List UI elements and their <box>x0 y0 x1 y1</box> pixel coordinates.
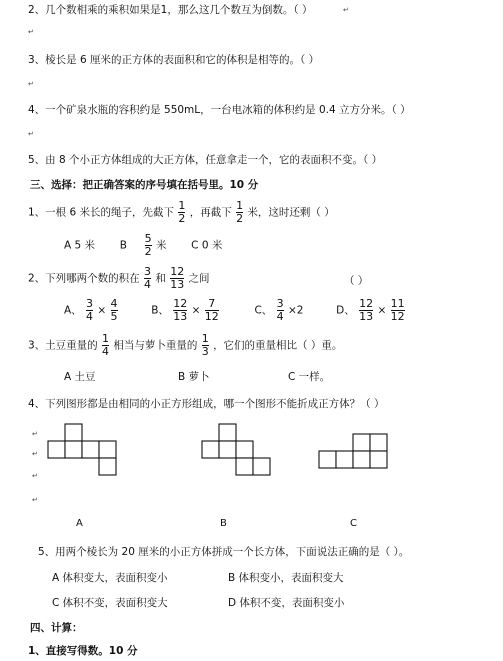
times-sign: × <box>191 304 201 317</box>
fraction: $\frac{7}{12}$ <box>204 297 219 323</box>
fraction: $\frac{11}{12}$ <box>390 297 405 323</box>
choice-q2-text-a: 2、下列哪两个数的积在 <box>28 272 140 285</box>
fraction: $\frac{3}{4}$ <box>86 297 94 323</box>
cube-net-a <box>45 423 165 493</box>
section-4-title: 四、计算： <box>30 622 83 634</box>
paragraph-mark: ↵ <box>32 472 38 480</box>
fraction: $\frac{12}{13}$ <box>173 297 188 323</box>
choice-q5-option-a: A 体积变大，表面积变小 <box>52 572 168 584</box>
choice-q3-text-b: 相当与萝卜重量的 <box>113 339 198 352</box>
paragraph-mark: ↵ <box>32 430 38 438</box>
choice-q3-option-c: C 一样。 <box>288 371 331 383</box>
paragraph-mark: ↵ <box>32 496 38 504</box>
fraction: $\frac{3}{4}$ <box>276 297 284 323</box>
fraction: $\frac{4}{5}$ <box>110 297 118 323</box>
choice-q2-paren: （ ） <box>344 275 369 287</box>
option-c: C 0 米 <box>191 239 223 252</box>
figure-label-c: C <box>350 518 357 529</box>
times-sign: ×2 <box>288 304 304 317</box>
paragraph-mark: ↵ <box>32 450 38 458</box>
fraction: $\frac{1}{3}$ <box>201 332 209 358</box>
choice-q5-option-d: D 体积不变，表面积变小 <box>228 597 345 609</box>
judge-q2: 2、几个数相乘的乘积如果是1，那么这几个数互为倒数。（ ） <box>28 4 313 16</box>
paragraph-mark: ↵ <box>343 6 349 14</box>
choice-q3 <box>28 333 342 358</box>
fraction: $\frac{12}{13}$ <box>170 265 185 291</box>
cube-net-c <box>316 423 456 493</box>
choice-q5-option-c: C 体积不变，表面积变大 <box>52 597 168 609</box>
judge-q3: 3、棱长是 6 厘米的正方体的表面积和它的体积是相等的。（ ） <box>28 54 320 66</box>
choice-q2-options <box>64 298 406 323</box>
fraction: $\frac{3}{4}$ <box>144 265 152 291</box>
figure-label-b: B <box>220 518 227 529</box>
figure-label-a: A <box>76 518 83 529</box>
choice-q3-option-a: A 土豆 <box>64 371 96 383</box>
choice-q1-text-c: 米，这时还剩（ ） <box>247 206 335 219</box>
option-d: D、 <box>336 304 355 317</box>
option-b-label: B <box>119 239 127 252</box>
fraction: $\frac{1}{2}$ <box>178 199 186 225</box>
times-sign: × <box>97 304 107 317</box>
choice-q1-options <box>64 233 222 258</box>
judge-q4: 4、一个矿泉水瓶的容积约是 550mL，一台电冰箱的体积约是 0.4 立方分米。（ ） <box>28 104 411 116</box>
choice-q2 <box>28 266 210 291</box>
section-3-title: 三、选择：把正确答案的序号填在括号里。10 分 <box>30 179 259 191</box>
choice-q1-text-b: ，再截下 <box>189 206 232 219</box>
option-a: A、 <box>64 304 82 317</box>
choice-q1 <box>28 200 335 225</box>
paragraph-mark: ↵ <box>28 80 34 88</box>
paragraph-mark: ↵ <box>28 28 34 36</box>
choice-q4: 4、下列图形都是由相同的小正方形组成，哪一个图形不能折成正方体？（ ） <box>28 398 385 410</box>
fraction: $\frac{1}{4}$ <box>102 332 110 358</box>
fraction: $\frac{5}{2}$ <box>144 232 152 258</box>
choice-q3-text-a: 3、土豆重量的 <box>28 339 98 352</box>
fraction: $\frac{12}{13}$ <box>359 297 374 323</box>
choice-q2-and: 和 <box>155 272 166 285</box>
option-a: A 5 米 <box>64 239 96 252</box>
paragraph-mark: ↵ <box>28 130 34 138</box>
judge-q5: 5、由 8 个小正方体组成的大正方体，任意拿走一个，它的表面积不变。（ ） <box>28 154 383 166</box>
fraction: $\frac{1}{2}$ <box>236 199 244 225</box>
choice-q5: 5、用两个棱长为 20 厘米的小正方体拼成一个长方体，下面说法正确的是（ ）。 <box>38 546 410 558</box>
cube-net-b <box>198 423 318 493</box>
times-sign: × <box>377 304 387 317</box>
choice-q3-text-c: ，它们的重量相比（ ）重。 <box>213 339 343 352</box>
choice-q2-text-b: 之间 <box>188 272 210 285</box>
choice-q3-option-b: B 萝卜 <box>178 371 210 383</box>
option-b: B、 <box>151 304 169 317</box>
option-b-unit: 米 <box>155 239 167 252</box>
choice-q1-text-a: 1、一根 6 米长的绳子，先截下 <box>28 206 175 219</box>
option-c: C、 <box>254 304 273 317</box>
choice-q5-option-b: B 体积变小，表面积变大 <box>228 572 344 584</box>
calc-q1: 1、直接写得数。10 分 <box>28 645 138 657</box>
